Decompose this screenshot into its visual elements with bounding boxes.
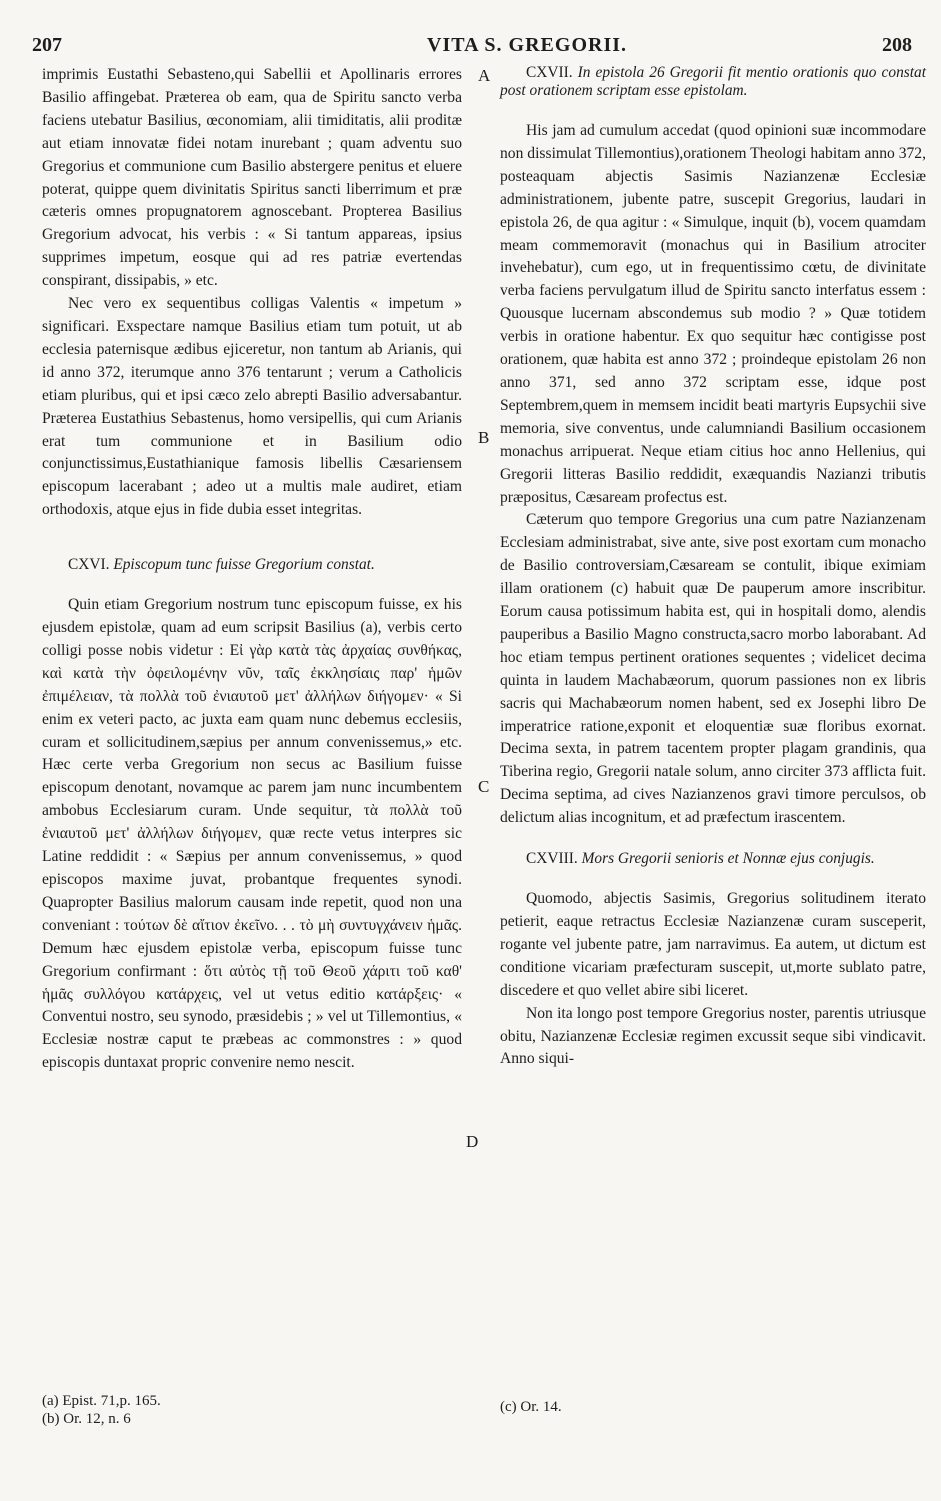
section-number: CXVII. [526,64,573,81]
section-title: Mors Gregorii senioris et Nonnæ ejus conjugis. [581,850,875,868]
section-heading-cxviii [500,850,926,868]
margin-letter-c: C [478,777,490,796]
left-paragraph-3: Quin etiam Gregorium nostrum tunc episcopum fuisse, ex his ejusdem epistolæ, quam ad eum scripsit Basilius (a), verbis certo colligi posse nobis videtur : Εἰ γὰρ κατὰ τὰς ἀρχαίας συνθήκας, καὶ κατὰ τὴν ὀφειλομένην νῦν, ταῖς ἐκκλησίαις παρ' ἡμῶν ἐπιμέλειαν, τὰ πολλὰ τοῦ ἐνιαυτοῦ μετ' ἀλλήλων διήγομεν· « Si enim ex veteri pacto, ac juxta eam quam nunc debemus ecclesiis, curam et sollicitudinem,sæpius per annum convenissemus,» etc. Hæc certe verba Gregorium non secus ac Basilium fuisse episcopum denotant, novamque ac parem jam nunc incumbentem ambobus Ecclesiarum curam. Unde sequitur, τὰ πολλὰ τοῦ ἐνιαυτοῦ μετ' ἀλλήλων διήγομεν, quæ recte vetus interpres sic Latine reddidit : « Sæpius per annum convenissemus, » quod episcopos maxime juvat, probantque frequentes synodi. Quapropter Basilius malorum causam inde repetit, quod non una conveniant : τούτων δὲ αἴτιον ἐκεῖνο. . . τὸ μὴ συντυγχάνειν ἡμᾶς. Demum hæc ejusdem epistolæ verba, episcopum fuisse tunc Gregorium confirmant : ὅτι αὐτὸς τῇ τοῦ Θεοῦ χάριτι τοῦ καθ' ἡμᾶς συλλόγου κατάρχεις, vel ut vetus editio κατάρξεις· « Conventui nostro, seu synodo, præsidebis ; » vel ut Tillemontius, « Ecclesiæ nostræ caput te præbeas ac commonstres : » quod episcopis duntaxat propric convenire nemo nescit. [42,596,462,1072]
right-paragraph-3: Quomodo, abjectis Sasimis, Gregorius solitudinem iterato petierit, eaque retractus Ecclesiæ Nazianzenæ curam susceperit, rogante vel jubente patre, jam narravimus. Ea autem, ut dictum est conditione vicariam præfecturam suscepit, ut,morte sublato patre, discedere et quo vellet abire sibi liceret. [500,890,926,999]
footnote-a: (a) Epist. 71,p. 165. [42,1393,161,1409]
footnote-c: (c) Or. 14. [500,1399,562,1415]
right-paragraph-2: Cæterum quo tempore Gregorius una cum patre Nazianzenam Ecclesiam administrabat, sive ante, sive post exortam cum monacho de Basilio controversiam,Cæsaream se contulit, ibique eximiam illam orationem (c) habuit quæ De pauperum amore inscribitur. Eorum causa potissimum habita est, qui in hospitali domo, alendis pauperibus a Basilio Magno constructa,sacro morbo laborabant. Ad hoc etiam tempus pertinent orationes sequentes ; videlicet decima quinta in laudem Machabæorum, quorum passiones non ex libris sacris qui Machabæorum nomen habent, sed ex Josephi libro De imperatrice ratione,exponit et eloquentiæ suæ floribus exornat. Decima sexta, in patrem tacentem propter plagam grandinis, qua Tiberina regio, Gregorii natale solum, anno circiter 373 afflicta fuit. Decima septima, ad cives Nazianzenos gravi timore perculsos, ob delictum alias incognitum, et ad præfectum irascentem. [500,511,926,827]
running-title: VITA S. GREGORII. [427,34,628,56]
right-paragraph-4: Non ita longo post tempore Gregorius noster, parentis utriusque obitu, Nazianzenæ Ecclesiæ regimen excussit seque sibi vindicavit. Anno siqui- [500,1004,926,1068]
right-column [500,64,926,1071]
section-heading-cxvii [500,64,926,100]
page-number-right: 208 [882,34,912,56]
section-number: CXVI. [68,556,110,574]
margin-letter-d: D [466,1132,479,1151]
left-paragraph-2: Nec vero ex sequentibus colligas Valentis « impetum » significari. Exspectare namque Basilius etiam tum potuit, ut ab ecclesia paternisque ædibus ejiceretur, non tantum ab Arianis, qui id anno 372, iterumque anno 376 tentarunt ; verum a Catholicis etiam pluribus, qui et ipsi cæco zelo abrepti Basilio adversabantur. Præterea Eustathius Sebastenus, homo versipellis, qui cum Arianis erat tum communione et in Basilium odio conjunctissimus,Eustathianique famosis libellis Cæsariensem episcopum lacerabant ; adeo ut a multis male audiret, etiam orthodoxis, atque ejus in fide dubia esset integritas. [42,295,462,519]
running-header [32,34,912,64]
footnote-b: (b) Or. 12, n. 6 [42,1411,131,1427]
margin-letter-a: A [478,66,491,85]
section-title: Episcopum tunc fuisse Gregorium constat. [113,556,375,574]
right-paragraph-1: His jam ad cumulum accedat (quod opinioni suæ incommodare non dissimulat Tillemontius),orationem Theologi habitam anno 372, posteaquam abjectis Sasimis Nazianzenæ Ecclesiæ administrationem, jubente patre, suscepit Gregorius, laudari in epistola 26, de qua agitur : « Simulque, inquit (b), vocem quamdam meam commemoravit (monachus qui in Basilium atrociter invehebatur), cum ego, ut in frequentissimo cœtu, de divinitate verba faciens pervulgatum illud de Spiritu sancto interfatus essem : Quousque lucernam abscondemus sub modio ? » Quæ totidem verbis in oratione habentur. Ex quo sequitur hæc contigisse post orationem, quæ habita est anno 372 ; proindeque epistolam 26 non anno 371, sed anno 372 scriptam esse, idque post Septembrem,quem in memsem incidit beati martyris Eupsychii sive memoria, sive conventus, unde calumniandi Basilium occasionem monachus arripuerat. Neque etiam citius hoc anno Hellenius, qui Gregorii litteras Basilio reddidit, exæquandis Nazianzi tributis præpositus, Cæsaream profectus est. [500,122,926,506]
margin-letter-b: B [478,428,490,447]
page-number-left: 207 [32,34,62,56]
left-paragraph-1: imprimis Eustathi Sebasteno,qui Sabellii et Apollinaris errores Basilio affingebat. Præterea ob eam, qua de Spiritu sancto verba faciens utebatur Basilius, œconomiam, alii timiditatis, alii proditæ aut etiam innovatæ fidei notam inurebant ; quam adventu suo Gregorius et communione cum Basilio abstergere penitus et eluere poterat, quippe quem divinitatis Spiritus sancti liberrimum et præ cæteris omnes propugnatorem agnoscebant. Propterea Basilius Gregorium advocat, his verbis : « Si tantum appareas, ipsius supprimes impetum, eosque qui ad res patriæ evertendas conspirant, dissipabis, » etc. [42,66,462,290]
section-heading-cxvi [42,556,462,574]
left-column [42,64,462,1075]
section-number: CXVIII. [526,850,578,868]
section-title: In epistola 26 Gregorii fit mentio orationis quo constat post orationem scriptam esse epistolam. [500,64,926,99]
left-footnotes [42,1392,161,1428]
